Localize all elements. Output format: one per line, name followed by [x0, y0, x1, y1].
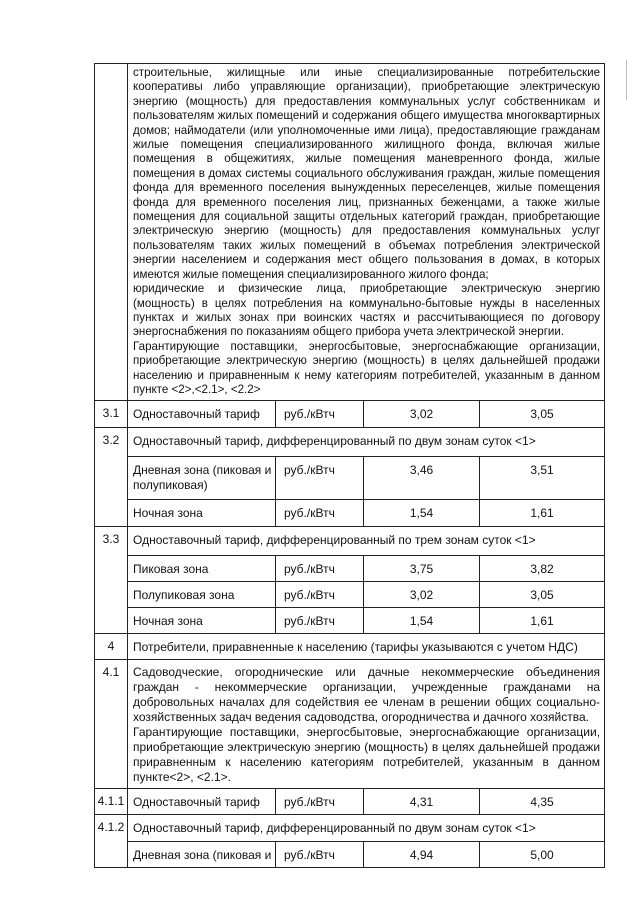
- zone-name: Полупиковая зона: [128, 582, 276, 608]
- paragraph: Садоводческие, огороднические или дачные некоммерческие объединения граждан - некоммерческие организации, учрежденные гражданами на добровольных началах для содействия ее членам в решении общих социально-хозяйственных задач ведения садоводства, огородничества и дачного хозяйства.: [133, 665, 601, 725]
- unit: руб./кВтч: [276, 401, 364, 428]
- scan-artifact: [626, 60, 627, 100]
- section-title: Одноставочный тариф, дифференцированный по трем зонам суток <1>: [128, 527, 605, 556]
- zone-name: Ночная зона: [128, 608, 276, 634]
- row-number: 3.3: [95, 527, 128, 634]
- paragraph: Гарантирующие поставщики, энергосбытовые, энергоснабжающие организации, приобретающие электрическую энергию (мощность) в целях дальнейшей продажи населению и приравненным к нему категориям потребителей, указанным в данном пункте <2>,<2.1>, <2.2>: [133, 339, 601, 396]
- value-period-1: 4,31: [364, 789, 480, 815]
- tariff-name: Одноставочный тариф: [128, 401, 276, 428]
- table-row: [95, 815, 605, 842]
- table-row: [95, 401, 605, 428]
- tariff-name: Одноставочный тариф: [128, 789, 276, 815]
- value-period-2: 3,51: [480, 457, 605, 500]
- table-row: [95, 660, 605, 789]
- table-row: [95, 527, 605, 556]
- unit: руб./кВтч: [276, 582, 364, 608]
- table-row: [95, 608, 605, 634]
- unit: руб./кВтч: [276, 457, 364, 500]
- row-number: 4.1: [95, 660, 128, 789]
- unit: руб./кВтч: [276, 556, 364, 582]
- paragraph: строительные, жилищные или иные специализированные потребительские кооперативы либо управляющие организации), приобретающие электрическую энергию (мощность) для предоставления коммунальных услуг собственникам и пользователям жилых помещений и содержания общего имущества многоквартирных домов; наймодатели (или уполномоченные ими лица), предоставляющие гражданам жилые помещения специализированного жилищного фонда, включая жилые помещения в общежитиях, жилые помещения маневренного фонда, жилые помещения в домах системы социального обслуживания граждан, жилые помещения фонда для временного поселения вынужденных переселенцев, жилые помещения фонда для временного поселения лиц, признанных беженцами, а также жилые помещения для социальной защиты отдельных категорий граждан, приобретающие электрическую энергию (мощность) для предоставления коммунальных услуг пользователям таких жилых помещений в объемах потребления электрической энергии населением и содержания мест общего пользования в домах, в которых имеются жилые помещения специализированного жилого фонда;: [133, 66, 601, 281]
- row-number: 3.1: [95, 401, 128, 428]
- table-row: [95, 500, 605, 527]
- unit: руб./кВтч: [276, 842, 364, 868]
- paragraph: юридические и физические лица, приобретающие электрическую энергию (мощность) в целях потребления на коммунально-бытовые нужды в населенных пунктах и жилых зонах при воинских частях и рассчитывающиеся по договору энергоснабжения по показаниям общего прибора учета электрической энергии.: [133, 282, 601, 339]
- consumer-description: [128, 64, 605, 401]
- table-row: [95, 428, 605, 457]
- table-row: [95, 634, 605, 660]
- value-period-1: 3,46: [364, 457, 480, 500]
- row-number: 3.2: [95, 428, 128, 527]
- value-period-2: 3,82: [480, 556, 605, 582]
- tariff-table: [94, 63, 605, 868]
- table-row: [95, 556, 605, 582]
- value-period-2: 3,05: [480, 401, 605, 428]
- section-title: Потребители, приравненные к населению (тарифы указываются с учетом НДС): [128, 634, 605, 660]
- value-period-2: 5,00: [480, 842, 605, 868]
- value-period-1: 1,54: [364, 608, 480, 634]
- unit: руб./кВтч: [276, 608, 364, 634]
- zone-name: Пиковая зона: [128, 556, 276, 582]
- zone-name: Ночная зона: [128, 500, 276, 527]
- value-period-1: 3,75: [364, 556, 480, 582]
- section-title: Одноставочный тариф, дифференцированный по двум зонам суток <1>: [128, 815, 605, 842]
- value-period-2: 3,05: [480, 582, 605, 608]
- unit: руб./кВтч: [276, 789, 364, 815]
- value-period-2: 1,61: [480, 608, 605, 634]
- value-period-1: 3,02: [364, 582, 480, 608]
- zone-name: Дневная зона (пиковая и полупиковая): [128, 457, 276, 500]
- unit: руб./кВтч: [276, 500, 364, 527]
- table-row: [95, 842, 605, 868]
- table-row: [95, 789, 605, 815]
- consumer-description: [128, 660, 605, 789]
- row-number-empty: [95, 64, 128, 401]
- row-number: 4.1.2: [95, 815, 128, 868]
- value-period-2: 4,35: [480, 789, 605, 815]
- value-period-1: 4,94: [364, 842, 480, 868]
- section-title: Одноставочный тариф, дифференцированный по двум зонам суток <1>: [128, 428, 605, 457]
- table-row: [95, 582, 605, 608]
- table-row: [95, 64, 605, 401]
- row-number: 4.1.1: [95, 789, 128, 815]
- row-number: 4: [95, 634, 128, 660]
- paragraph: Гарантирующие поставщики, энергосбытовые, энергоснабжающие организации, приобретающие электрическую энергию (мощность) в целях дальнейшей продажи приравненным к населению категориям потребителей, указанным в данном пункте<2>, <2.1>.: [133, 725, 601, 785]
- value-period-1: 1,54: [364, 500, 480, 527]
- value-period-2: 1,61: [480, 500, 605, 527]
- table-row: [95, 457, 605, 500]
- value-period-1: 3,02: [364, 401, 480, 428]
- zone-name: Дневная зона (пиковая и: [128, 842, 276, 868]
